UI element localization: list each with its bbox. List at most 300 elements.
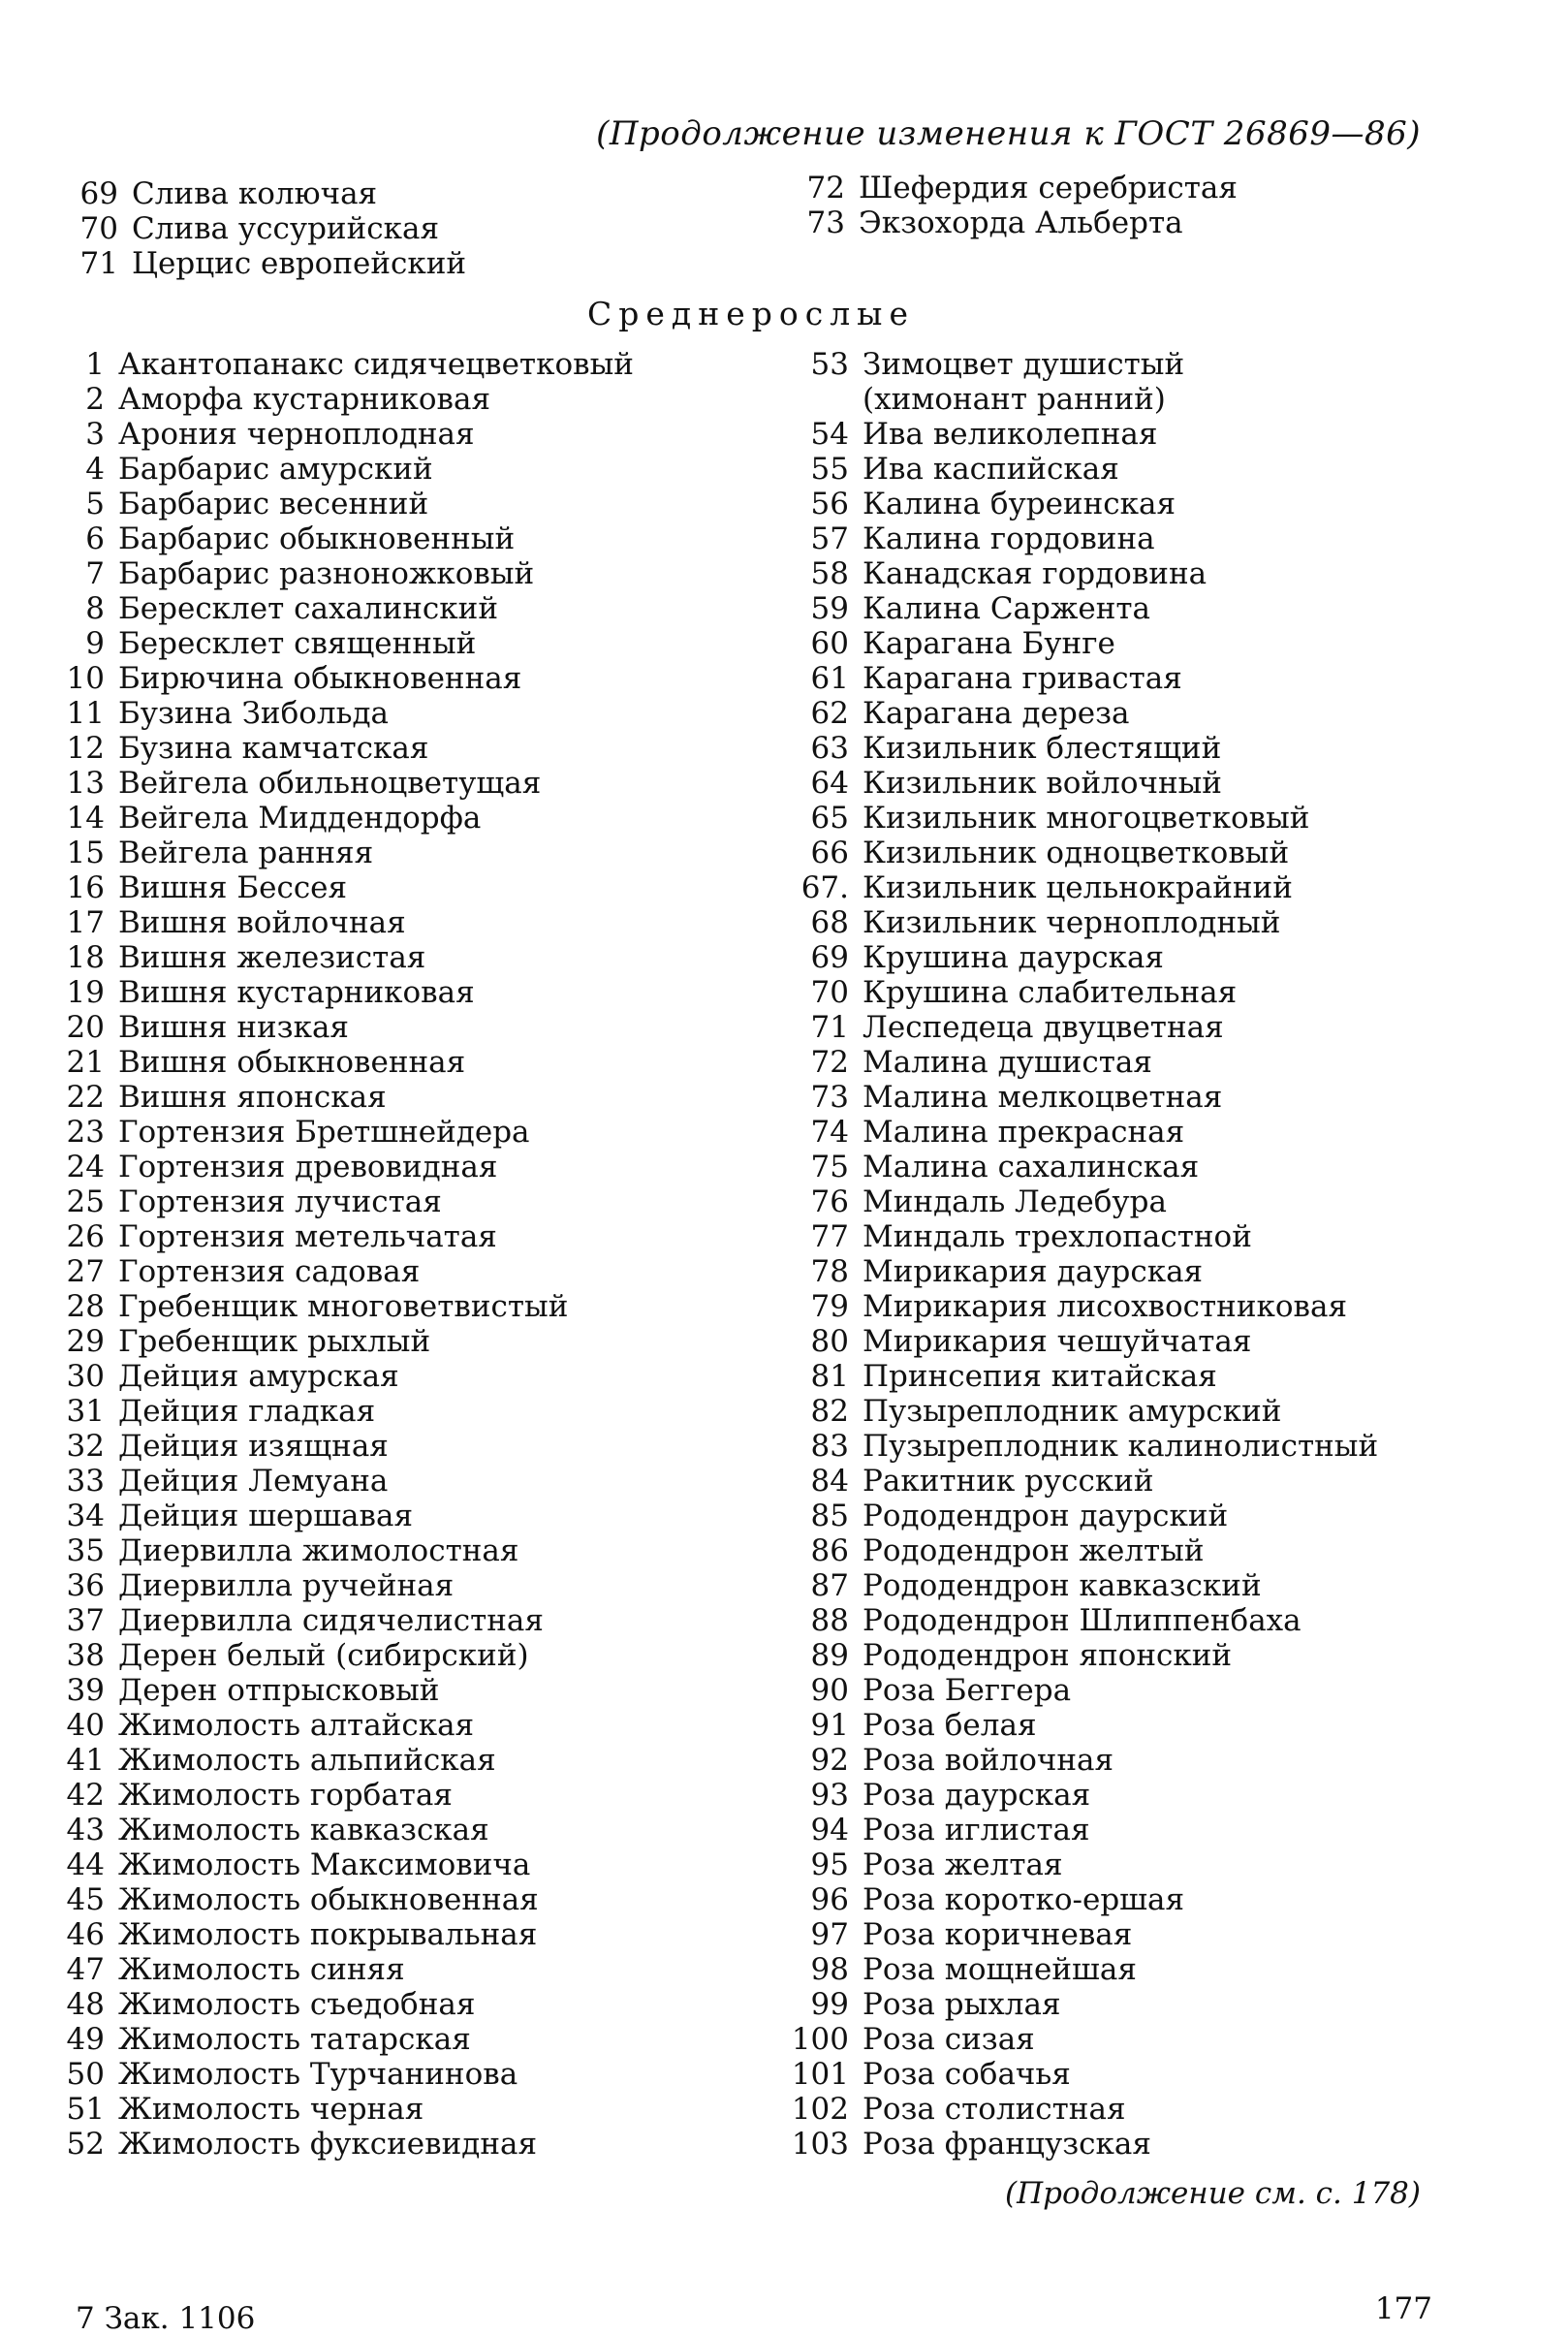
item-number: 71 bbox=[79, 246, 118, 281]
item-name: Гортензия Бретшнейдера bbox=[118, 1115, 530, 1150]
list-item bbox=[45, 1743, 634, 1778]
item-number: 44 bbox=[66, 1847, 105, 1882]
list-item bbox=[775, 870, 1378, 905]
item-number: 59 bbox=[810, 591, 849, 626]
item-name: Барбарис разноножковый bbox=[118, 556, 535, 591]
top-right-list bbox=[785, 171, 1238, 240]
list-item bbox=[45, 452, 634, 487]
item-number: 41 bbox=[66, 1743, 105, 1778]
item-number: 11 bbox=[66, 696, 105, 731]
list-item bbox=[45, 1289, 634, 1324]
list-item bbox=[775, 1499, 1378, 1533]
item-name: Жимолость Максимовича bbox=[118, 1847, 531, 1882]
item-number: 36 bbox=[66, 1568, 105, 1603]
item-name: Калина гордовина bbox=[862, 521, 1155, 556]
item-name: Крушина даурская bbox=[862, 940, 1164, 975]
item-name: Гортензия метельчатая bbox=[118, 1219, 497, 1254]
item-number: 68 bbox=[810, 905, 849, 940]
item-name: Жимолость татарская bbox=[118, 2022, 471, 2057]
left-species-list bbox=[45, 347, 634, 2162]
list-item bbox=[45, 1324, 634, 1359]
list-item bbox=[45, 2022, 634, 2057]
item-number: 54 bbox=[810, 417, 849, 452]
list-item bbox=[775, 766, 1378, 801]
list-item bbox=[775, 2057, 1378, 2092]
item-name: Бирючина обыкновенная bbox=[118, 661, 522, 696]
item-name: Слива колючая bbox=[132, 176, 378, 211]
list-item bbox=[45, 1184, 634, 1219]
item-number: 14 bbox=[66, 801, 105, 836]
list-item bbox=[775, 940, 1378, 975]
item-number: 72 bbox=[806, 171, 845, 205]
item-name: Барбарис весенний bbox=[118, 487, 429, 521]
item-name: Диервилла ручейная bbox=[118, 1568, 455, 1603]
item-name: Калина буреинская bbox=[862, 487, 1176, 521]
list-item bbox=[775, 661, 1378, 696]
item-name: Рододендрон желтый bbox=[862, 1533, 1205, 1568]
item-number: 5 bbox=[85, 487, 105, 521]
list-item bbox=[45, 1987, 634, 2022]
item-number: 3 bbox=[85, 417, 105, 452]
item-number: 15 bbox=[66, 836, 105, 870]
list-item bbox=[775, 1638, 1378, 1673]
list-item bbox=[775, 1882, 1378, 1917]
list-item bbox=[45, 1150, 634, 1184]
item-number: 73 bbox=[810, 1080, 849, 1115]
list-item bbox=[45, 1359, 634, 1394]
list-item bbox=[775, 1464, 1378, 1499]
item-number: 91 bbox=[810, 1708, 849, 1743]
item-number: 18 bbox=[66, 940, 105, 975]
item-name: Роза иглистая bbox=[862, 1813, 1090, 1847]
item-number: 66 bbox=[810, 836, 849, 870]
item-name: Барбарис обыкновенный bbox=[118, 521, 516, 556]
item-name: Гортензия лучистая bbox=[118, 1184, 442, 1219]
list-item bbox=[775, 591, 1378, 626]
item-number: 65 bbox=[810, 801, 849, 836]
item-name: Роза белая bbox=[862, 1708, 1037, 1743]
item-number: 34 bbox=[66, 1499, 105, 1533]
item-name: Роза сизая bbox=[862, 2022, 1035, 2057]
list-item bbox=[775, 1359, 1378, 1394]
list-item bbox=[45, 1464, 634, 1499]
item-number: 33 bbox=[66, 1464, 105, 1499]
item-number: 84 bbox=[810, 1464, 849, 1499]
list-item bbox=[775, 1010, 1378, 1045]
item-name: Кизильник войлочный bbox=[862, 766, 1222, 801]
item-number: 26 bbox=[66, 1219, 105, 1254]
item-name: Мирикария чешуйчатая bbox=[862, 1324, 1252, 1359]
item-number: 69 bbox=[79, 176, 118, 211]
item-name: Леспедеца двуцветная bbox=[862, 1010, 1224, 1045]
item-name: Гортензия садовая bbox=[118, 1254, 421, 1289]
item-number: 100 bbox=[791, 2022, 849, 2057]
item-number: 103 bbox=[791, 2127, 849, 2162]
list-item bbox=[45, 1882, 634, 1917]
list-item bbox=[775, 452, 1378, 487]
item-name: Вишня низкая bbox=[118, 1010, 349, 1045]
list-item bbox=[45, 975, 634, 1010]
item-number: 61 bbox=[810, 661, 849, 696]
item-name: Миндаль Ледебура bbox=[862, 1184, 1167, 1219]
list-item bbox=[775, 1080, 1378, 1115]
list-item bbox=[775, 1429, 1378, 1464]
item-number: 72 bbox=[810, 1045, 849, 1080]
item-name: Пузыреплодник амурский bbox=[862, 1394, 1282, 1429]
list-item bbox=[775, 1394, 1378, 1429]
item-number: 8 bbox=[85, 591, 105, 626]
list-item bbox=[775, 1289, 1378, 1324]
item-number: 45 bbox=[66, 1882, 105, 1917]
item-name: Кизильник многоцветковый bbox=[862, 801, 1310, 836]
list-item bbox=[775, 1917, 1378, 1952]
item-name: Шефердия серебристая bbox=[859, 171, 1238, 205]
top-left-list bbox=[58, 176, 466, 281]
list-item bbox=[775, 836, 1378, 870]
item-number: 83 bbox=[810, 1429, 849, 1464]
item-number: 22 bbox=[66, 1080, 105, 1115]
item-number: 92 bbox=[810, 1743, 849, 1778]
item-number: 67. bbox=[800, 870, 849, 905]
item-number: 95 bbox=[810, 1847, 849, 1882]
item-number: 31 bbox=[66, 1394, 105, 1429]
item-number: 87 bbox=[810, 1568, 849, 1603]
item-name: Роза коричневая bbox=[862, 1917, 1133, 1952]
item-name: Слива уссурийская bbox=[132, 211, 440, 246]
list-item bbox=[775, 521, 1378, 556]
item-name: Малина мелкоцветная bbox=[862, 1080, 1223, 1115]
item-number: 19 bbox=[66, 975, 105, 1010]
list-item bbox=[45, 731, 634, 766]
item-number: 102 bbox=[791, 2092, 849, 2127]
item-name: Бересклет сахалинский bbox=[118, 591, 498, 626]
list-item bbox=[775, 1813, 1378, 1847]
list-item bbox=[775, 1952, 1378, 1987]
list-item bbox=[45, 1917, 634, 1952]
item-name: Жимолость синяя bbox=[118, 1952, 405, 1987]
item-number: 101 bbox=[791, 2057, 849, 2092]
list-item bbox=[775, 1254, 1378, 1289]
list-item bbox=[45, 1533, 634, 1568]
item-number: 46 bbox=[66, 1917, 105, 1952]
item-name: Бузина камчатская bbox=[118, 731, 429, 766]
item-number: 85 bbox=[810, 1499, 849, 1533]
item-name: Жимолость кавказская bbox=[118, 1813, 489, 1847]
item-name: Вейгела Миддендорфа bbox=[118, 801, 482, 836]
item-name: (химонант ранний) bbox=[862, 382, 1166, 417]
item-name: Гребенщик рыхлый bbox=[118, 1324, 431, 1359]
list-item bbox=[45, 1429, 634, 1464]
item-name: Вейгела обильноцветущая bbox=[118, 766, 542, 801]
list-item bbox=[45, 1568, 634, 1603]
list-item bbox=[45, 521, 634, 556]
item-name: Малина сахалинская bbox=[862, 1150, 1200, 1184]
list-item bbox=[45, 591, 634, 626]
list-item bbox=[775, 1603, 1378, 1638]
list-item bbox=[45, 1638, 634, 1673]
item-number: 89 bbox=[810, 1638, 849, 1673]
item-number: 23 bbox=[66, 1115, 105, 1150]
item-name: Ива каспийская bbox=[862, 452, 1119, 487]
item-name: Ракитник русский bbox=[862, 1464, 1154, 1499]
item-name: Диервилла сидячелистная bbox=[118, 1603, 544, 1638]
print-code: 7 Зак. 1106 bbox=[76, 2301, 256, 2336]
item-number: 43 bbox=[66, 1813, 105, 1847]
item-name: Роза мощнейшая bbox=[862, 1952, 1137, 1987]
item-number: 30 bbox=[66, 1359, 105, 1394]
item-number: 47 bbox=[66, 1952, 105, 1987]
item-number: 69 bbox=[810, 940, 849, 975]
list-item bbox=[775, 905, 1378, 940]
item-number: 25 bbox=[66, 1184, 105, 1219]
list-item bbox=[45, 417, 634, 452]
list-item bbox=[45, 2127, 634, 2162]
item-name: Жимолость фуксиевидная bbox=[118, 2127, 538, 2162]
list-item bbox=[775, 1673, 1378, 1708]
item-name: Роза Беггера bbox=[862, 1673, 1072, 1708]
item-name: Рододендрон японский bbox=[862, 1638, 1233, 1673]
item-number: 55 bbox=[810, 452, 849, 487]
item-number: 79 bbox=[810, 1289, 849, 1324]
list-item bbox=[45, 2057, 634, 2092]
list-item bbox=[775, 1847, 1378, 1882]
item-name: Кизильник цельнокрайний bbox=[862, 870, 1293, 905]
list-item bbox=[45, 1778, 634, 1813]
item-name: Дерен отпрысковый bbox=[118, 1673, 440, 1708]
item-name: Арония черноплодная bbox=[118, 417, 475, 452]
item-name: Вейгела ранняя bbox=[118, 836, 374, 870]
item-number: 35 bbox=[66, 1533, 105, 1568]
list-item bbox=[775, 1150, 1378, 1184]
item-number: 21 bbox=[66, 1045, 105, 1080]
list-item bbox=[775, 696, 1378, 731]
item-name: Жимолость алтайская bbox=[118, 1708, 475, 1743]
item-name: Зимоцвет душистый bbox=[862, 347, 1185, 382]
item-number: 60 bbox=[810, 626, 849, 661]
item-number: 10 bbox=[66, 661, 105, 696]
item-name: Калина Саржента bbox=[862, 591, 1151, 626]
list-item bbox=[45, 1847, 634, 1882]
item-name: Крушина слабительная bbox=[862, 975, 1238, 1010]
item-name: Гортензия древовидная bbox=[118, 1150, 498, 1184]
item-name: Карагана дереза bbox=[862, 696, 1130, 731]
item-number: 1 bbox=[85, 347, 105, 382]
list-item bbox=[45, 940, 634, 975]
item-name: Вишня обыкновенная bbox=[118, 1045, 466, 1080]
item-number: 52 bbox=[66, 2127, 105, 2162]
continuation-footer: (Продолжение см. с. 178) bbox=[1005, 2176, 1421, 2211]
item-number: 98 bbox=[810, 1952, 849, 1987]
list-item bbox=[775, 1708, 1378, 1743]
item-number: 56 bbox=[810, 487, 849, 521]
item-name: Роза рыхлая bbox=[862, 1987, 1061, 2022]
list-item bbox=[775, 1778, 1378, 1813]
item-name: Дейция амурская bbox=[118, 1359, 399, 1394]
item-number: 86 bbox=[810, 1533, 849, 1568]
item-name: Мирикария даурская bbox=[862, 1254, 1204, 1289]
item-number: 74 bbox=[810, 1115, 849, 1150]
item-number: 90 bbox=[810, 1673, 849, 1708]
item-name: Кизильник блестящий bbox=[862, 731, 1222, 766]
list-item bbox=[45, 1813, 634, 1847]
item-name: Кизильник одноцветковый bbox=[862, 836, 1290, 870]
list-item bbox=[775, 626, 1378, 661]
list-item bbox=[45, 1045, 634, 1080]
list-item bbox=[775, 1987, 1378, 2022]
list-item bbox=[775, 417, 1378, 452]
list-item bbox=[775, 382, 1378, 417]
item-name: Канадская гордовина bbox=[862, 556, 1207, 591]
item-name: Вишня железистая bbox=[118, 940, 426, 975]
list-item bbox=[58, 211, 466, 246]
item-name: Жимолость съедобная bbox=[118, 1987, 476, 2022]
list-item bbox=[45, 347, 634, 382]
item-number: 48 bbox=[66, 1987, 105, 2022]
item-name: Бересклет священный bbox=[118, 626, 477, 661]
item-number: 29 bbox=[66, 1324, 105, 1359]
item-number: 57 bbox=[810, 521, 849, 556]
list-item bbox=[775, 1045, 1378, 1080]
item-number: 49 bbox=[66, 2022, 105, 2057]
item-name: Жимолость Турчанинова bbox=[118, 2057, 518, 2092]
item-name: Рододендрон Шлиппенбаха bbox=[862, 1603, 1301, 1638]
item-name: Мирикария лисохвостниковая bbox=[862, 1289, 1348, 1324]
list-item bbox=[45, 766, 634, 801]
item-name: Кизильник черноплодный bbox=[862, 905, 1281, 940]
list-item bbox=[58, 176, 466, 211]
list-item bbox=[45, 1115, 634, 1150]
list-item bbox=[775, 801, 1378, 836]
item-name: Акантопанакс сидячецветковый bbox=[118, 347, 634, 382]
item-number: 28 bbox=[66, 1289, 105, 1324]
list-item bbox=[45, 905, 634, 940]
item-name: Вишня Бессея bbox=[118, 870, 348, 905]
item-name: Карагана гривастая bbox=[862, 661, 1182, 696]
item-name: Дейция гладкая bbox=[118, 1394, 376, 1429]
item-name: Диервилла жимолостная bbox=[118, 1533, 519, 1568]
item-number: 75 bbox=[810, 1150, 849, 1184]
item-number: 53 bbox=[810, 347, 849, 382]
item-name: Дейция изящная bbox=[118, 1429, 389, 1464]
item-name: Жимолость черная bbox=[118, 2092, 424, 2127]
item-name: Аморфа кустарниковая bbox=[118, 382, 491, 417]
item-number: 88 bbox=[810, 1603, 849, 1638]
list-item bbox=[775, 1533, 1378, 1568]
item-name: Малина прекрасная bbox=[862, 1115, 1185, 1150]
list-item bbox=[775, 2127, 1378, 2162]
item-name: Миндаль трехлопастной bbox=[862, 1219, 1252, 1254]
item-number: 39 bbox=[66, 1673, 105, 1708]
item-number: 17 bbox=[66, 905, 105, 940]
item-name: Роза желтая bbox=[862, 1847, 1063, 1882]
item-number: 70 bbox=[810, 975, 849, 1010]
item-name: Гребенщик многоветвистый bbox=[118, 1289, 569, 1324]
item-name: Малина душистая bbox=[862, 1045, 1152, 1080]
list-item bbox=[45, 1394, 634, 1429]
item-number: 62 bbox=[810, 696, 849, 731]
page-number: 177 bbox=[1374, 2291, 1432, 2326]
item-number: 82 bbox=[810, 1394, 849, 1429]
list-item bbox=[45, 2092, 634, 2127]
list-item bbox=[775, 1568, 1378, 1603]
list-item bbox=[775, 975, 1378, 1010]
continuation-header: (Продолжение изменения к ГОСТ 26869—86) bbox=[596, 114, 1421, 153]
list-item bbox=[45, 870, 634, 905]
item-number: 99 bbox=[810, 1987, 849, 2022]
item-number: 2 bbox=[85, 382, 105, 417]
list-item bbox=[775, 556, 1378, 591]
item-name: Роза французская bbox=[862, 2127, 1151, 2162]
item-number: 50 bbox=[66, 2057, 105, 2092]
item-name: Роза собачья bbox=[862, 2057, 1071, 2092]
list-item bbox=[45, 1952, 634, 1987]
list-item bbox=[45, 1708, 634, 1743]
item-name: Барбарис амурский bbox=[118, 452, 433, 487]
item-name: Роза войлочная bbox=[862, 1743, 1114, 1778]
item-name: Вишня войлочная bbox=[118, 905, 406, 940]
item-name: Экзохорда Альберта bbox=[859, 205, 1183, 240]
item-number: 76 bbox=[810, 1184, 849, 1219]
item-name: Карагана Бунге bbox=[862, 626, 1115, 661]
list-item bbox=[45, 1010, 634, 1045]
list-item bbox=[45, 1673, 634, 1708]
list-item bbox=[775, 1219, 1378, 1254]
item-number: 77 bbox=[810, 1219, 849, 1254]
item-number: 12 bbox=[66, 731, 105, 766]
list-item bbox=[45, 836, 634, 870]
item-number: 81 bbox=[810, 1359, 849, 1394]
item-number: 27 bbox=[66, 1254, 105, 1289]
item-number: 9 bbox=[85, 626, 105, 661]
item-number: 38 bbox=[66, 1638, 105, 1673]
list-item bbox=[45, 1603, 634, 1638]
item-number: 94 bbox=[810, 1813, 849, 1847]
item-number: 16 bbox=[66, 870, 105, 905]
item-name: Рододендрон кавказский bbox=[862, 1568, 1262, 1603]
item-name: Ива великолепная bbox=[862, 417, 1158, 452]
item-number: 93 bbox=[810, 1778, 849, 1813]
item-name: Жимолость альпийская bbox=[118, 1743, 496, 1778]
list-item bbox=[775, 487, 1378, 521]
list-item bbox=[58, 246, 466, 281]
list-item bbox=[45, 1499, 634, 1533]
list-item bbox=[775, 1324, 1378, 1359]
list-item bbox=[45, 661, 634, 696]
item-name: Дейция Лемуана bbox=[118, 1464, 389, 1499]
item-number: 63 bbox=[810, 731, 849, 766]
item-number: 7 bbox=[85, 556, 105, 591]
item-number: 40 bbox=[66, 1708, 105, 1743]
list-item bbox=[775, 1115, 1378, 1150]
item-name: Дерен белый (сибирский) bbox=[118, 1638, 529, 1673]
list-item bbox=[45, 1254, 634, 1289]
right-species-list bbox=[775, 347, 1378, 2162]
list-item bbox=[785, 205, 1238, 240]
list-item bbox=[775, 2022, 1378, 2057]
list-item bbox=[775, 2092, 1378, 2127]
item-number: 24 bbox=[66, 1150, 105, 1184]
list-item bbox=[45, 801, 634, 836]
item-number: 4 bbox=[85, 452, 105, 487]
list-item bbox=[785, 171, 1238, 205]
item-name: Жимолость горбатая bbox=[118, 1778, 453, 1813]
section-title: Среднерослые bbox=[587, 295, 915, 332]
item-number: 80 bbox=[810, 1324, 849, 1359]
item-name: Вишня японская bbox=[118, 1080, 387, 1115]
item-name: Роза даурская bbox=[862, 1778, 1091, 1813]
item-name: Жимолость покрывальная bbox=[118, 1917, 538, 1952]
item-name: Роза коротко-ершая bbox=[862, 1882, 1185, 1917]
